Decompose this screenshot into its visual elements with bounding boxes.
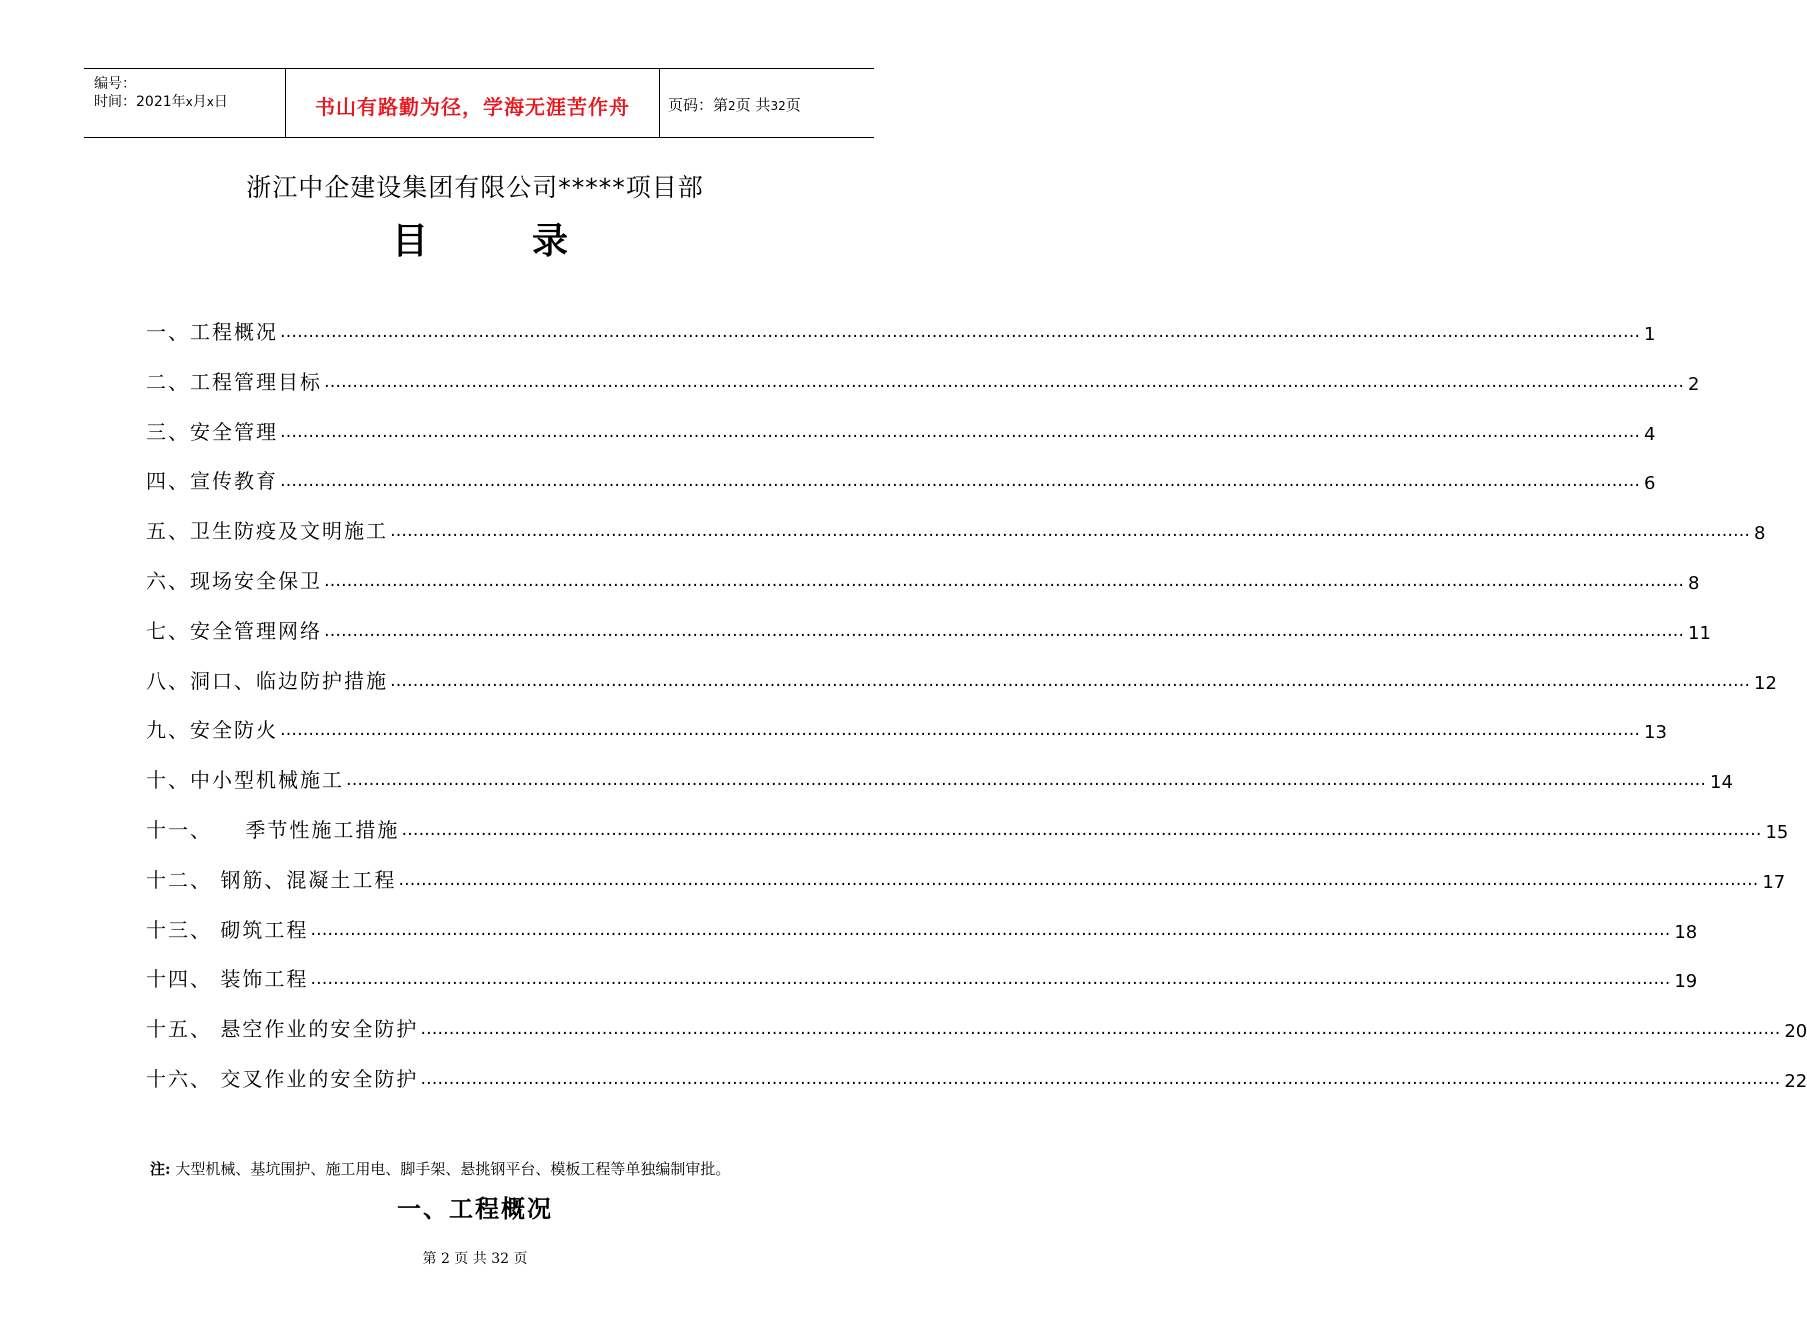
page-number: 2 [728,99,736,113]
toc-entry[interactable] [146,813,1789,843]
toc-leader-dots: …………………………………………………………………………………………………………………………………………………………………………………………………………………… [420,1019,1781,1040]
toc-entry-page: 13 [1644,722,1667,744]
toc-entry-page: 14 [1710,772,1733,794]
page-total: 32 [770,99,786,113]
toc-entry-page: 8 [1688,573,1700,594]
toc-entry-page: 11 [1688,622,1711,644]
header-table [84,68,874,138]
time-day-suffix: 日 [213,94,228,110]
toc-entry-title: 五、卫生防疫及文明施工 [146,519,388,544]
toc-entry-page: 6 [1644,473,1656,495]
toc-leader-dots: …………………………………………………………………………………………………………………………………………………………………………………………………………………… [280,720,1640,741]
toc-leader-dots: …………………………………………………………………………………………………………………………………………………………………………………………………………………… [401,820,1762,840]
toc-entry[interactable] [146,464,1656,495]
page-end: 页 [785,96,801,114]
document-time [94,91,228,111]
document-number-label: 编号： [94,76,136,92]
toc-leader-dots: …………………………………………………………………………………………………………………………………………………………………………………………………………………… [324,371,1684,392]
toc-entry[interactable] [146,365,1700,395]
toc-entry-title: 十六、 交叉作业的安全防护 [146,1067,419,1091]
toc-leader-dots: …………………………………………………………………………………………………………………………………………………………………………………………………………………… [310,969,1671,990]
time-day: x [206,95,214,109]
toc-entry-title: 四、宣传教育 [146,469,278,494]
header-page-cell [660,69,874,137]
toc-leader-dots: …………………………………………………………………………………………………………………………………………………………………………………………………………………… [390,670,1750,691]
toc-entry-page: 18 [1674,921,1698,943]
toc-entry-title: 七、安全管理网络 [146,618,322,643]
header-motto-cell [285,69,660,137]
toc-entry-title: 十一、 季节性施工措施 [146,818,400,842]
time-month-suffix: 月 [192,94,207,110]
toc-title [380,213,580,263]
page-label: 页码：第 [668,96,729,114]
page-footer: 第 2 页 共 32 页 [422,1251,528,1267]
time-year: 2021 [136,94,172,110]
toc-entry-page: 8 [1754,523,1766,545]
page-mid: 页 共 [735,96,771,114]
toc-entry[interactable] [146,713,1667,744]
toc-title-char-1: 目 [392,221,429,262]
note [150,1158,730,1179]
toc-entry-page: 20 [1784,1021,1807,1043]
note-text: 大型机械、基坑围护、施工用电、脚手架、悬挑钢平台、模板工程等单独编制审批。 [175,1160,731,1178]
toc-entry[interactable] [146,564,1700,594]
time-year-suffix: 年 [171,94,186,110]
toc-leader-dots: …………………………………………………………………………………………………………………………………………………………………………………………………………………… [280,322,1640,342]
toc-leader-dots: …………………………………………………………………………………………………………………………………………………………………………………………………………………… [324,571,1684,591]
toc-entry[interactable] [146,514,1766,545]
toc-leader-dots: …………………………………………………………………………………………………………………………………………………………………………………………………………………… [310,919,1671,940]
toc-entry-title: 十三、 砌筑工程 [146,917,309,942]
toc-entry-title: 十四、 装饰工程 [146,967,309,992]
toc-entry[interactable] [146,1012,1807,1043]
toc-entry-page: 15 [1765,822,1789,843]
header-motto: 书山有路勤为径，学海无涯苦作舟 [315,95,630,119]
toc-entry[interactable] [146,962,1698,993]
toc-entry-page: 19 [1674,971,1698,993]
toc-entry-page: 4 [1644,423,1656,445]
toc-entry-title: 六、现场安全保卫 [146,569,322,593]
toc-leader-dots: …………………………………………………………………………………………………………………………………………………………………………………………………………………… [420,1069,1781,1089]
toc-entry[interactable] [146,863,1786,893]
toc-entry-title: 十、中小型机械施工 [146,768,344,793]
toc-entry[interactable] [146,664,1777,694]
toc-entry-title: 一、工程概况 [146,320,278,344]
toc-leader-dots: …………………………………………………………………………………………………………………………………………………………………………………………………………………… [346,770,1706,791]
toc-leader-dots: …………………………………………………………………………………………………………………………………………………………………………………………………………………… [280,421,1640,442]
time-label: 时间： [94,94,136,110]
toc-entry-title: 三、安全管理 [146,419,278,444]
toc-entry-page: 22 [1784,1071,1807,1092]
note-label: 注: [150,1160,171,1178]
toc-title-char-2: 录 [532,221,569,262]
toc-entry[interactable] [146,763,1733,794]
toc-entry-title: 九、安全防火 [146,718,278,743]
company-title: 浙江中企建设集团有限公司*****项目部 [246,173,704,202]
time-month: x [185,95,193,109]
toc-entry-title: 十二、 钢筋、混凝土工程 [146,867,397,892]
toc-entry[interactable] [146,415,1656,445]
toc-leader-dots: …………………………………………………………………………………………………………………………………………………………………………………………………………………… [398,869,1759,890]
toc-entry-page: 12 [1754,672,1777,694]
toc-entry-title: 十五、 悬空作业的安全防护 [146,1017,419,1042]
toc-entry[interactable] [146,913,1698,943]
header-meta-cell [84,69,284,137]
toc-entry-title: 二、工程管理目标 [146,369,322,394]
toc-entry-page: 1 [1644,324,1656,345]
toc-leader-dots: …………………………………………………………………………………………………………………………………………………………………………………………………………………… [280,471,1640,492]
toc-entry-title: 八、洞口、临边防护措施 [146,668,388,693]
toc-entry-page: 2 [1688,373,1700,395]
toc-entry[interactable] [146,1062,1807,1092]
toc-leader-dots: …………………………………………………………………………………………………………………………………………………………………………………………………………………… [390,521,1750,542]
toc-leader-dots: …………………………………………………………………………………………………………………………………………………………………………………………………………………… [324,620,1684,641]
toc-entry[interactable] [146,315,1656,345]
toc-entry[interactable] [146,614,1711,644]
toc-entry-page: 17 [1762,871,1786,893]
header-page-info [668,94,801,115]
section-heading: 一、工程概况 [397,1195,553,1223]
